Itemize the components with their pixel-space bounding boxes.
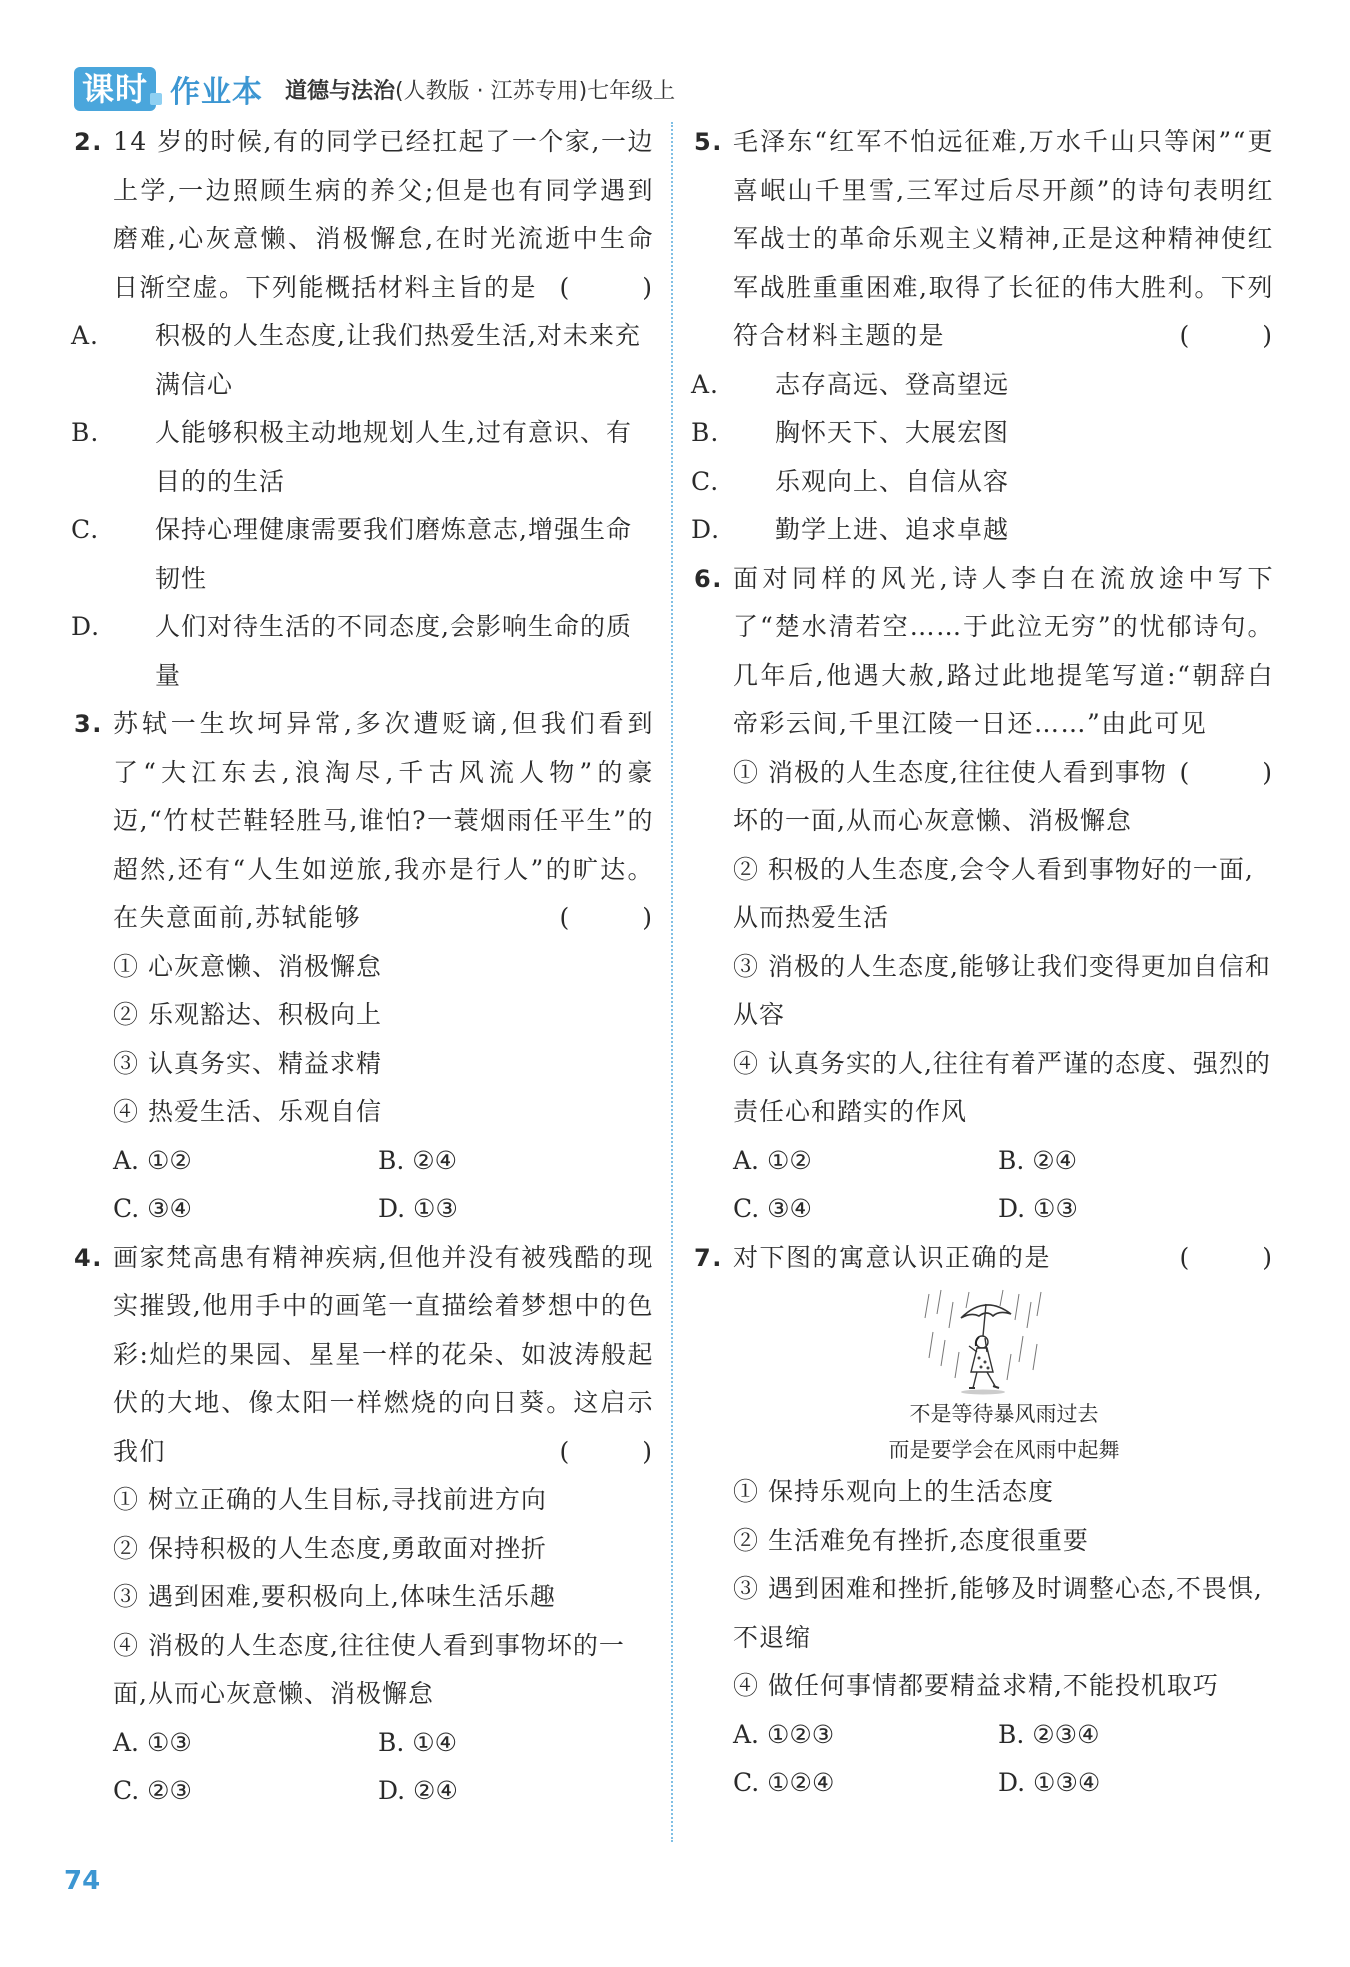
question-3-stem-row bbox=[74, 700, 676, 943]
option-c[interactable] bbox=[691, 458, 1274, 507]
question-number: 5. bbox=[694, 128, 723, 156]
option-b[interactable] bbox=[71, 409, 654, 506]
question-4-stem-row bbox=[74, 1234, 676, 1477]
option-letter: A. bbox=[71, 321, 100, 350]
option-letter: D. bbox=[691, 515, 721, 544]
choice-c[interactable]: C. ③④ bbox=[113, 1194, 192, 1223]
option-letter: A. bbox=[691, 369, 720, 399]
statement-3: ③ 遇到困难和挫折,能够及时调整心态,不畏惧,不退缩 bbox=[733, 1574, 1263, 1652]
question-2 bbox=[71, 118, 676, 700]
subject-name: 道德与法治 bbox=[285, 78, 396, 104]
choice-b[interactable]: B. ②③④ bbox=[998, 1719, 1100, 1749]
statement-2: ② 积极的人生态度,会令人看到事物好的一面,从而热爱生活 bbox=[733, 854, 1254, 932]
answer-bracket[interactable]: ( ) bbox=[1179, 321, 1296, 350]
statement-1: ① 树立正确的人生目标,寻找前进方向 bbox=[113, 1485, 547, 1514]
choice-row bbox=[694, 1711, 1274, 1760]
illustration-caption-line-2: 而是要学会在风雨中起舞 bbox=[888, 1438, 1120, 1462]
option-letter: B. bbox=[71, 418, 100, 447]
option-letter: B. bbox=[691, 418, 720, 447]
option-text: 积极的人生态度,让我们热爱生活,对未来充满信心 bbox=[155, 321, 641, 399]
dancing-in-rain-illustration bbox=[694, 1288, 1274, 1468]
option-text: 胸怀天下、大展宏图 bbox=[775, 418, 1010, 447]
question-number: 2. bbox=[74, 128, 103, 156]
question-2-stem-row bbox=[74, 118, 676, 312]
question-6-stem-wrap bbox=[694, 555, 1296, 787]
brand-name: 作业本 bbox=[170, 75, 264, 110]
answer-bracket[interactable]: ( ) bbox=[559, 903, 676, 932]
question-stem: 面对同样的风光,诗人李白在流放途中写下了“楚水清若空……于此泣无穷”的忧郁诗句。几年后,他遇大赦,路过此地提笔写道:“朝辞白帝彩云间,千里江陵一日还……”由此可见 bbox=[733, 563, 1274, 738]
statement-2: ② 生活难免有挫折,态度很重要 bbox=[733, 1525, 1089, 1555]
statement-3: ③ 遇到困难,要积极向上,体味生活乐趣 bbox=[113, 1582, 556, 1611]
question-number: 6. bbox=[694, 564, 723, 593]
statement-1: ① 心灰意懒、消极懈怠 bbox=[113, 951, 382, 981]
brand-highlight: 课时 bbox=[74, 67, 156, 111]
choice-row bbox=[74, 1185, 654, 1234]
choice-b[interactable]: B. ①④ bbox=[378, 1727, 458, 1757]
question-2-stem-wrap bbox=[74, 118, 676, 312]
choice-a[interactable]: A. ①② bbox=[113, 1145, 192, 1175]
question-4 bbox=[74, 1234, 676, 1816]
option-text: 人能够积极主动地规划人生,过有意识、有目的的生活 bbox=[155, 418, 632, 496]
statement-1: ① 保持乐观向上的生活态度 bbox=[733, 1477, 1054, 1506]
option-letter: C. bbox=[71, 515, 100, 544]
choice-row bbox=[694, 1185, 1274, 1234]
answer-bracket[interactable]: ( ) bbox=[1179, 1242, 1296, 1272]
choice-b[interactable]: B. ②④ bbox=[378, 1145, 458, 1175]
illustration-caption-line-1: 不是等待暴风雨过去 bbox=[909, 1402, 1099, 1426]
answer-bracket[interactable]: ( ) bbox=[559, 1436, 676, 1466]
question-number: 4. bbox=[74, 1243, 103, 1272]
statement-1: ① 消极的人生态度,往往使人看到事物坏的一面,从而心灰意懒、消极懈怠 bbox=[733, 757, 1167, 835]
question-7 bbox=[694, 1234, 1296, 1808]
choice-c[interactable]: C. ③④ bbox=[733, 1194, 812, 1223]
statement-4: ④ 消极的人生态度,往往使人看到事物坏的一面,从而心灰意懒、消极懈怠 bbox=[113, 1630, 625, 1708]
statement-4: ④ 认真务实的人,往往有着严谨的态度、强烈的责任心和踏实的作风 bbox=[733, 1048, 1271, 1126]
left-column bbox=[71, 118, 676, 1816]
question-stem: 画家梵高患有精神疾病,但他并没有被残酷的现实摧毁,他用手中的画笔一直描绘着梦想中的色彩:灿烂的果园、星星一样的花朵、如波涛般起伏的大地、像太阳一样燃烧的向日葵。这启示我们 bbox=[113, 1242, 654, 1466]
statement-2: ② 乐观豁达、积极向上 bbox=[113, 1000, 382, 1029]
option-text: 人们对待生活的不同态度,会影响生命的质量 bbox=[155, 612, 632, 690]
statement-4: ④ 热爱生活、乐观自信 bbox=[113, 1097, 382, 1126]
option-text: 志存高远、登高望远 bbox=[775, 369, 1010, 399]
choice-row bbox=[74, 1719, 654, 1768]
option-text: 乐观向上、自信从容 bbox=[775, 466, 1010, 496]
page-number: 74 bbox=[64, 1866, 101, 1896]
statement-3: ③ 认真务实、精益求精 bbox=[113, 1048, 382, 1078]
question-6-stem-row bbox=[694, 555, 1296, 787]
choice-d[interactable]: D. ①③ bbox=[998, 1194, 1078, 1223]
question-3 bbox=[74, 700, 676, 1234]
choice-row bbox=[694, 1759, 1274, 1808]
option-a[interactable] bbox=[691, 361, 1274, 410]
book-subtitle bbox=[285, 74, 675, 105]
choice-a[interactable]: A. ①③ bbox=[113, 1727, 192, 1757]
question-5 bbox=[691, 118, 1296, 555]
choice-d[interactable]: D. ①③ bbox=[378, 1194, 458, 1223]
option-text: 勤学上进、追求卓越 bbox=[775, 515, 1010, 544]
choice-a[interactable]: A. ①②③ bbox=[733, 1719, 835, 1749]
option-a[interactable] bbox=[71, 312, 654, 409]
option-c[interactable] bbox=[71, 506, 654, 603]
question-3-stem-wrap bbox=[74, 700, 676, 943]
question-stem: 对下图的寓意认识正确的是 bbox=[733, 1242, 1052, 1272]
question-stem: 苏轼一生坎坷异常,多次遭贬谪,但我们看到了“大江东去,浪淘尽,千古风流人物”的豪迈,“竹杖芒鞋轻胜马,谁怕?一蓑烟雨任平生”的超然,还有“人生如逆旅,我亦是行人”的旷达。在失意面前,苏轼能够 bbox=[113, 709, 654, 932]
question-5-stem-wrap bbox=[694, 118, 1296, 361]
statement-2: ② 保持积极的人生态度,勇敢面对挫折 bbox=[113, 1533, 547, 1563]
option-d[interactable] bbox=[691, 506, 1274, 555]
brand-logo bbox=[74, 67, 263, 111]
question-stem: 毛泽东“红军不怕远征难,万水千山只等闲”“更喜岷山千里雪,三军过后尽开颜”的诗句表明红军战士的革命乐观主义精神,正是这种精神使红军战胜重重困难,取得了长征的伟大胜利。下列符合材料主题的是 bbox=[733, 127, 1274, 350]
choice-row bbox=[74, 1137, 654, 1186]
choice-c[interactable]: C. ②③ bbox=[113, 1776, 192, 1805]
choice-d[interactable]: D. ①③④ bbox=[998, 1768, 1101, 1797]
option-d[interactable] bbox=[71, 603, 654, 700]
choice-row bbox=[694, 1137, 1274, 1186]
option-text: 保持心理健康需要我们磨炼意志,增强生命韧性 bbox=[155, 515, 632, 593]
statement-4: ④ 做任何事情都要精益求精,不能投机取巧 bbox=[733, 1671, 1219, 1700]
question-number: 7. bbox=[694, 1243, 723, 1272]
girl-umbrella-rain-icon bbox=[919, 1288, 1049, 1396]
question-number: 3. bbox=[74, 710, 103, 738]
answer-bracket[interactable]: ( ) bbox=[559, 272, 676, 302]
question-6 bbox=[694, 555, 1296, 1234]
option-letter: C. bbox=[691, 466, 720, 496]
choice-b[interactable]: B. ②④ bbox=[998, 1145, 1078, 1175]
column-divider bbox=[671, 122, 673, 1842]
answer-bracket[interactable]: ( ) bbox=[1179, 757, 1296, 787]
statement-3: ③ 消极的人生态度,能够让我们变得更加自信和从容 bbox=[733, 951, 1271, 1029]
question-7-stem-wrap bbox=[694, 1234, 1296, 1283]
question-5-stem-row bbox=[694, 118, 1296, 361]
choice-d[interactable]: D. ②④ bbox=[378, 1776, 458, 1805]
question-7-stem-row bbox=[694, 1234, 1296, 1283]
question-stem: 14 岁的时候,有的同学已经扛起了一个家,一边上学,一边照顾生病的养父;但是也有同学遇到磨难,心灰意懒、消极懈怠,在时光流逝中生命日渐空虚。下列能概括材料主旨的是 bbox=[113, 127, 654, 302]
edition-info: (人教版 · 江苏专用)七年级上 bbox=[395, 78, 676, 104]
choice-c[interactable]: C. ①②④ bbox=[733, 1768, 835, 1797]
option-b[interactable] bbox=[691, 409, 1274, 458]
question-4-stem-wrap bbox=[74, 1234, 676, 1477]
option-letter: D. bbox=[71, 612, 101, 641]
page-header bbox=[74, 64, 675, 114]
right-column bbox=[691, 118, 1296, 1808]
choice-row bbox=[74, 1767, 654, 1816]
choice-a[interactable]: A. ①② bbox=[733, 1145, 812, 1175]
